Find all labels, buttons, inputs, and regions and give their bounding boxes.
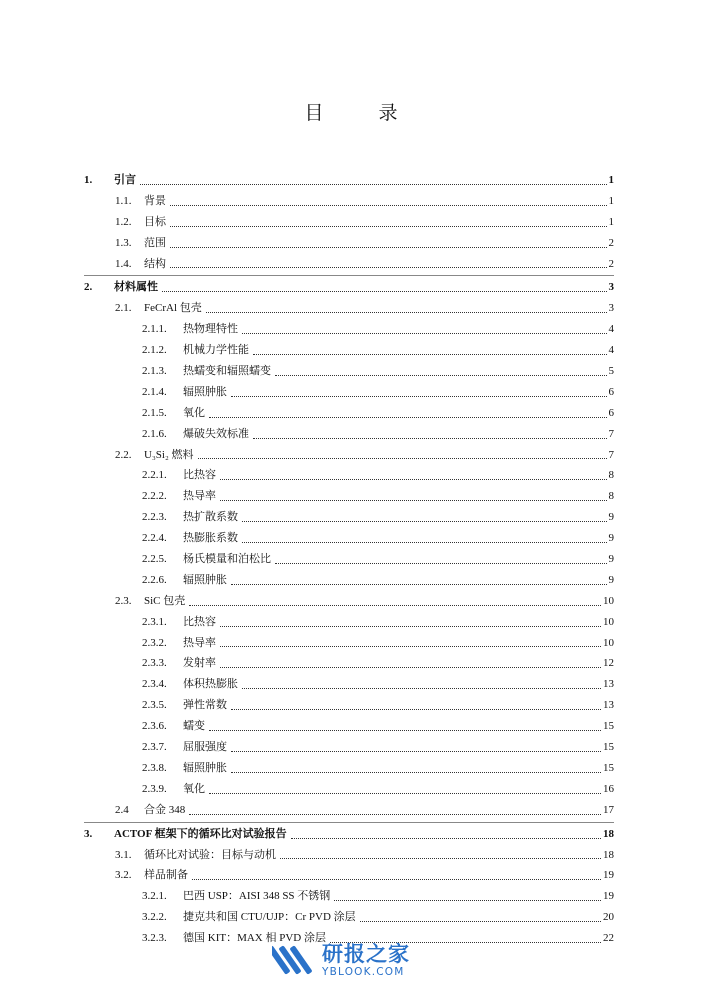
toc-entry-number: 1.3. xyxy=(115,236,132,249)
toc-entry-label: 热扩散系数 xyxy=(183,511,238,524)
toc-entry-page: 9 xyxy=(608,532,614,545)
toc-dot-leader xyxy=(231,584,607,585)
toc-dot-leader xyxy=(170,247,607,248)
toc-entry-number: 2.3.5. xyxy=(142,699,167,712)
toc-entry-page: 17 xyxy=(603,803,614,816)
toc-dot-leader xyxy=(242,521,607,522)
toc-entry-page: 3 xyxy=(608,302,614,315)
toc-entry-page: 19 xyxy=(603,890,614,903)
toc-dot-leader xyxy=(220,479,607,480)
toc-entry-level-3[interactable] xyxy=(84,361,614,382)
toc-entry-label: 弹性常数 xyxy=(183,699,227,712)
toc-entry-label: 比热容 xyxy=(183,615,216,628)
watermark-name-cn: 研报之家 xyxy=(322,942,410,966)
toc-dot-leader xyxy=(206,312,607,313)
toc-dot-leader xyxy=(291,838,601,839)
toc-dot-leader xyxy=(189,605,601,606)
toc-entry-label: 热膨胀系数 xyxy=(183,532,238,545)
toc-entry-page: 7 xyxy=(608,427,614,440)
toc-entry-number: 3.2. xyxy=(115,869,132,882)
toc-entry-number: 2.1.6. xyxy=(142,427,167,440)
toc-entry-number: 2.3.8. xyxy=(142,761,167,774)
toc-entry-number: 2.3.4. xyxy=(142,678,167,691)
toc-dot-leader xyxy=(220,646,601,647)
toc-dot-leader xyxy=(242,333,607,334)
toc-entry-label: 目标 xyxy=(144,215,166,228)
toc-entry-label: 体积热膨胀 xyxy=(183,678,238,691)
toc-entry-label: 捷克共和国 CTU/UJP：Cr PVD 涂层 xyxy=(183,911,356,924)
toc-entry-level-1[interactable] xyxy=(84,170,614,191)
toc-entry-page: 15 xyxy=(603,761,614,774)
toc-entry-page: 2 xyxy=(608,257,614,270)
toc-entry-label: 机械力学性能 xyxy=(183,344,249,357)
toc-entry-page: 9 xyxy=(608,573,614,586)
section-divider xyxy=(84,822,614,823)
yblook-logo-icon xyxy=(272,938,316,982)
toc-entry-label: FeCrAl 包壳 xyxy=(144,302,202,315)
toc-entry-label: 比热容 xyxy=(183,469,216,482)
toc-entry-label: 爆破失效标准 xyxy=(183,427,249,440)
toc-entry-page: 9 xyxy=(608,511,614,524)
toc-entry-number: 2.4 xyxy=(115,803,129,816)
toc-entry-level-3[interactable] xyxy=(84,549,614,570)
toc-entry-label: 发射率 xyxy=(183,657,216,670)
toc-entry-number: 2.2.2. xyxy=(142,490,167,503)
toc-entry-number: 1.4. xyxy=(115,257,132,270)
toc-entry-level-2[interactable] xyxy=(84,865,614,886)
toc-dot-leader xyxy=(253,438,607,439)
toc-entry-page: 18 xyxy=(603,848,614,861)
toc-entry-level-2[interactable] xyxy=(84,298,614,319)
toc-entry-level-3[interactable] xyxy=(84,319,614,340)
toc-entry-label: 材料属性 xyxy=(114,281,158,294)
toc-entry-number: 2.1.1. xyxy=(142,323,167,336)
toc-entry-number: 2.1.5. xyxy=(142,406,167,419)
toc-dot-leader xyxy=(231,396,607,397)
toc-dot-leader xyxy=(231,709,601,710)
toc-entry-number: 3. xyxy=(84,827,93,840)
toc-entry-number: 2.3.2. xyxy=(142,636,167,649)
toc-entry-level-3[interactable] xyxy=(84,907,614,928)
toc-entry-label: 引言 xyxy=(114,174,136,186)
toc-entry-level-2[interactable] xyxy=(84,591,614,612)
toc-entry-number: 2.1. xyxy=(115,302,132,315)
toc-entry-label: 辐照肿胀 xyxy=(183,385,227,398)
toc-entry-level-2[interactable] xyxy=(84,191,614,212)
toc-entry-label: 氧化 xyxy=(183,782,205,795)
toc-entry-page: 1 xyxy=(608,174,614,186)
toc-entry-number: 2.1.3. xyxy=(142,365,167,378)
toc-entry-number: 3.2.3. xyxy=(142,932,167,945)
toc-entry-level-3[interactable] xyxy=(84,716,614,737)
toc-entry-number: 2.2.5. xyxy=(142,553,167,566)
toc-dot-leader xyxy=(162,291,607,292)
toc-entry-number: 1.1. xyxy=(115,194,132,207)
toc-entry-level-2[interactable] xyxy=(84,845,614,866)
toc-entry-label: 热蠕变和辐照蠕变 xyxy=(183,365,271,378)
toc-entry-level-3[interactable] xyxy=(84,403,614,424)
toc-entry-number: 2.2.1. xyxy=(142,469,167,482)
toc-entry-page: 7 xyxy=(608,448,614,461)
toc-entry-number: 2.3.3. xyxy=(142,657,167,670)
toc-entry-label: 范围 xyxy=(144,236,166,249)
toc-entry-label: 样品制备 xyxy=(144,869,188,882)
toc-entry-number: 2.3.1. xyxy=(142,615,167,628)
toc-entry-page: 18 xyxy=(603,827,614,840)
toc-dot-leader xyxy=(334,900,601,901)
toc-dot-leader xyxy=(198,458,607,459)
toc-entry-page: 6 xyxy=(608,385,614,398)
toc-dot-leader xyxy=(220,667,601,668)
toc-entry-page: 1 xyxy=(608,215,614,228)
toc-entry-level-3[interactable] xyxy=(84,382,614,403)
page-title: 目 录 xyxy=(304,102,416,124)
toc-entry-level-3[interactable] xyxy=(84,633,614,654)
toc-entry-label: ACTOF 框架下的循环比对试验报告 xyxy=(114,827,287,840)
toc-dot-leader xyxy=(170,267,607,268)
toc-entry-level-3[interactable] xyxy=(84,570,614,591)
toc-dot-leader xyxy=(192,879,601,880)
toc-entry-label: SiC 包壳 xyxy=(144,594,186,607)
table-of-contents xyxy=(84,170,614,949)
toc-entry-page: 10 xyxy=(603,615,614,628)
toc-entry-label: 巴西 USP：AISI 348 SS 不锈钢 xyxy=(183,890,331,903)
toc-entry-number: 2.1.2. xyxy=(142,344,167,357)
toc-entry-label: 热导率 xyxy=(183,490,216,503)
toc-dot-leader xyxy=(209,793,601,794)
toc-entry-number: 2.2.4. xyxy=(142,532,167,545)
toc-entry-page: 10 xyxy=(603,594,614,607)
toc-entry-page: 16 xyxy=(603,782,614,795)
toc-entry-page: 15 xyxy=(603,741,614,754)
toc-entry-level-3[interactable] xyxy=(84,695,614,716)
toc-dot-leader xyxy=(140,184,607,185)
toc-entry-page: 5 xyxy=(608,365,614,378)
toc-entry-number: 2.3.7. xyxy=(142,741,167,754)
toc-dot-leader xyxy=(220,500,607,501)
toc-dot-leader xyxy=(242,542,607,543)
toc-entry-level-3[interactable] xyxy=(84,340,614,361)
toc-dot-leader xyxy=(170,205,607,206)
toc-entry-page: 4 xyxy=(608,323,614,336)
toc-entry-page: 3 xyxy=(608,281,614,294)
toc-entry-level-3[interactable] xyxy=(84,886,614,907)
toc-dot-leader xyxy=(209,730,601,731)
toc-entry-label: 辐照肿胀 xyxy=(183,761,227,774)
toc-entry-level-3[interactable] xyxy=(84,528,614,549)
toc-entry-label: 辐照肿胀 xyxy=(183,573,227,586)
toc-entry-page: 19 xyxy=(603,869,614,882)
toc-dot-leader xyxy=(275,563,607,564)
toc-entry-page: 12 xyxy=(603,657,614,670)
toc-entry-number: 2.2.3. xyxy=(142,511,167,524)
toc-entry-number: 2.3. xyxy=(115,594,132,607)
toc-entry-level-3[interactable] xyxy=(84,653,614,674)
toc-entry-page: 1 xyxy=(608,194,614,207)
toc-entry-level-3[interactable] xyxy=(84,779,614,800)
toc-entry-page: 4 xyxy=(608,344,614,357)
toc-entry-label: 屈服强度 xyxy=(183,741,227,754)
toc-entry-level-3[interactable] xyxy=(84,737,614,758)
toc-entry-page: 10 xyxy=(603,636,614,649)
toc-entry-page: 20 xyxy=(603,911,614,924)
toc-entry-label: 合金 348 xyxy=(144,803,186,816)
toc-entry-page: 15 xyxy=(603,720,614,733)
toc-entry-label: 杨氏模量和泊松比 xyxy=(183,553,271,566)
toc-dot-leader xyxy=(220,626,601,627)
toc-entry-level-2[interactable] xyxy=(84,254,614,275)
toc-dot-leader xyxy=(280,858,601,859)
toc-entry-number: 2.3.9. xyxy=(142,782,167,795)
toc-entry-number: 2.3.6. xyxy=(142,720,167,733)
toc-entry-level-3[interactable] xyxy=(84,486,614,507)
toc-dot-leader xyxy=(360,921,601,922)
toc-dot-leader xyxy=(209,417,607,418)
section-divider xyxy=(84,275,614,276)
watermark-name-en: YBLOOK.COM xyxy=(322,966,405,978)
toc-entry-number: 3.2.1. xyxy=(142,890,167,903)
toc-entry-label: 蠕变 xyxy=(183,720,205,733)
toc-entry-page: 8 xyxy=(608,469,614,482)
toc-entry-label: U₃Si₂ 燃料 xyxy=(144,448,194,461)
toc-entry-number: 2.1.4. xyxy=(142,385,167,398)
toc-entry-page: 9 xyxy=(608,553,614,566)
toc-entry-level-3[interactable] xyxy=(84,674,614,695)
toc-entry-level-3[interactable] xyxy=(84,465,614,486)
toc-entry-level-2[interactable] xyxy=(84,445,614,466)
toc-entry-number: 2.2. xyxy=(115,448,132,461)
toc-dot-leader xyxy=(253,354,607,355)
toc-dot-leader xyxy=(170,226,607,227)
toc-entry-level-3[interactable] xyxy=(84,424,614,445)
toc-entry-label: 氧化 xyxy=(183,406,205,419)
toc-entry-page: 22 xyxy=(603,932,614,945)
toc-entry-label: 结构 xyxy=(144,257,166,270)
toc-entry-level-2[interactable] xyxy=(84,233,614,254)
toc-entry-number: 3.1. xyxy=(115,848,132,861)
toc-entry-label: 德国 KIT：MAX 相 PVD 涂层 xyxy=(183,932,326,945)
toc-dot-leader xyxy=(231,751,601,752)
watermark-logo xyxy=(272,938,410,982)
toc-entry-number: 1. xyxy=(84,174,93,186)
toc-entry-level-3[interactable] xyxy=(84,758,614,779)
toc-entry-level-1[interactable] xyxy=(84,824,614,845)
toc-entry-level-2[interactable] xyxy=(84,212,614,233)
toc-entry-level-1[interactable] xyxy=(84,277,614,298)
toc-entry-page: 6 xyxy=(608,406,614,419)
toc-entry-label: 热物理特性 xyxy=(183,323,238,336)
toc-entry-page: 8 xyxy=(608,490,614,503)
toc-entry-number: 2.2.6. xyxy=(142,573,167,586)
toc-entry-label: 热导率 xyxy=(183,636,216,649)
toc-entry-level-2[interactable] xyxy=(84,800,614,821)
toc-dot-leader xyxy=(242,688,601,689)
toc-dot-leader xyxy=(275,375,607,376)
toc-entry-number: 3.2.2. xyxy=(142,911,167,924)
toc-entry-label: 背景 xyxy=(144,194,166,207)
toc-entry-level-3[interactable] xyxy=(84,507,614,528)
toc-entry-page: 13 xyxy=(603,678,614,691)
toc-dot-leader xyxy=(231,772,601,773)
toc-entry-number: 2. xyxy=(84,281,93,294)
toc-entry-level-3[interactable] xyxy=(84,612,614,633)
toc-entry-page: 13 xyxy=(603,699,614,712)
toc-entry-label: 循环比对试验：目标与动机 xyxy=(144,848,276,861)
toc-entry-page: 2 xyxy=(608,236,614,249)
toc-dot-leader xyxy=(189,814,601,815)
toc-entry-number: 1.2. xyxy=(115,215,132,228)
